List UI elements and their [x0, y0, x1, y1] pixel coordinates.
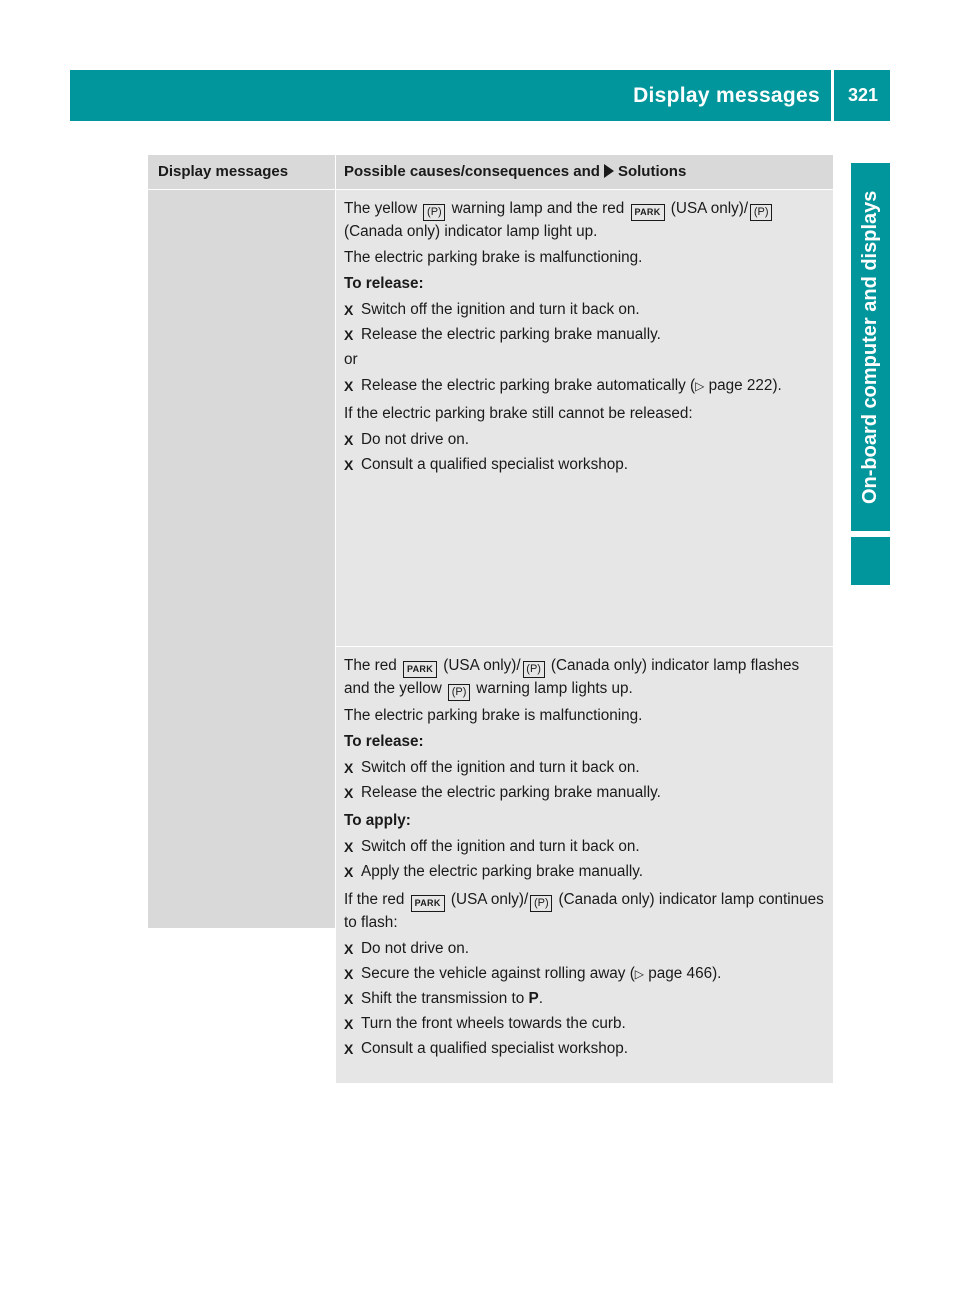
side-tab-marker	[851, 537, 890, 585]
table-row	[336, 647, 833, 1083]
header-divider	[831, 70, 834, 121]
list-item: X Release the electric parking brake manually.	[344, 324, 825, 346]
list-item: X Do not drive on.	[344, 938, 825, 960]
step-marker-icon: X	[344, 839, 354, 855]
park-indicator-icon: PARK	[403, 661, 437, 678]
gear-position-p: P	[528, 990, 539, 1007]
side-tab-label: On-board computer and displays	[859, 190, 881, 504]
section-side-tab	[851, 163, 890, 531]
row2-cause: The electric parking brake is malfunctioning.	[344, 707, 643, 724]
brake-indicator-canada-icon: (P)	[750, 204, 772, 221]
step-marker-icon: X	[344, 1016, 354, 1032]
page-reference-link[interactable]: page 466).	[648, 965, 722, 982]
brake-indicator-canada-icon: (P)	[530, 895, 552, 912]
row2-flash: If the red PARK (USA only)/ (P) (Canada only) indicator lamp continues to flash:	[344, 891, 824, 931]
page-reference-icon: ▷	[634, 967, 645, 981]
row1-or: or	[344, 351, 358, 368]
step-marker-icon: X	[344, 1041, 354, 1057]
list-item: X Release the electric parking brake automatically (▷ page 222).	[344, 375, 825, 397]
column-header-display-messages: Display messages	[148, 155, 335, 189]
step-marker-icon: X	[344, 864, 354, 880]
list-item: X Turn the front wheels towards the curb.	[344, 1013, 825, 1035]
step-marker-icon: X	[344, 457, 354, 473]
header-solutions-text: Solutions	[617, 163, 687, 180]
row1-still: If the electric parking brake still cannot be released:	[344, 405, 693, 422]
display-messages-table	[148, 155, 833, 1057]
list-item: X Release the electric parking brake manually.	[344, 782, 825, 804]
row1-intro: The yellow (P) warning lamp and the red PARK (USA only)/ (P) (Canada only) indicator lamp light up.	[344, 198, 825, 243]
row2-intro: The red PARK (USA only)/ (P) (Canada only) indicator lamp flashes and the yellow (P) warning lamp lights up.	[344, 655, 825, 701]
header-title: Display messages	[633, 84, 820, 107]
list-item: X Shift the transmission to P.	[344, 988, 825, 1010]
page-reference-link[interactable]: page 222).	[708, 377, 782, 394]
step-marker-icon: X	[344, 966, 354, 982]
step-marker-icon: X	[344, 941, 354, 957]
row2-release-heading: To release:	[344, 733, 424, 750]
list-item: X Consult a qualified specialist workshop.	[344, 454, 825, 476]
list-item: X Switch off the ignition and turn it back on.	[344, 299, 825, 321]
park-indicator-icon: PARK	[411, 895, 445, 912]
step-marker-icon: X	[344, 991, 354, 1007]
list-item: X Secure the vehicle against rolling away (▷ page 466).	[344, 963, 825, 985]
brake-warning-lamp-icon: (P)	[448, 684, 470, 701]
solutions-arrow-icon	[604, 164, 614, 178]
table-row	[336, 190, 833, 646]
step-marker-icon: X	[344, 432, 354, 448]
step-marker-icon: X	[344, 327, 354, 343]
step-marker-icon: X	[344, 760, 354, 776]
column-header-causes-solutions	[336, 155, 833, 189]
row2-apply-heading: To apply:	[344, 812, 411, 829]
brake-warning-lamp-icon: (P)	[423, 204, 445, 221]
list-item: X Consult a qualified specialist workshop.	[344, 1038, 825, 1060]
park-indicator-icon: PARK	[631, 204, 665, 221]
step-marker-icon: X	[344, 378, 354, 394]
page-header	[70, 70, 890, 121]
list-item: X Switch off the ignition and turn it back on.	[344, 757, 825, 779]
list-item: X Do not drive on.	[344, 429, 825, 451]
list-item: X Apply the electric parking brake manually.	[344, 861, 825, 883]
list-item: X Switch off the ignition and turn it back on.	[344, 836, 825, 858]
row1-cause: The electric parking brake is malfunctioning.	[344, 249, 643, 266]
step-marker-icon: X	[344, 302, 354, 318]
header-causes-text: Possible causes/consequences and	[344, 163, 600, 180]
page-reference-icon: ▷	[695, 379, 705, 393]
brake-indicator-canada-icon: (P)	[523, 661, 545, 678]
page-number: 321	[847, 85, 878, 105]
row1-release-heading: To release:	[344, 275, 424, 292]
step-marker-icon: X	[344, 785, 354, 801]
display-messages-column	[148, 190, 335, 928]
